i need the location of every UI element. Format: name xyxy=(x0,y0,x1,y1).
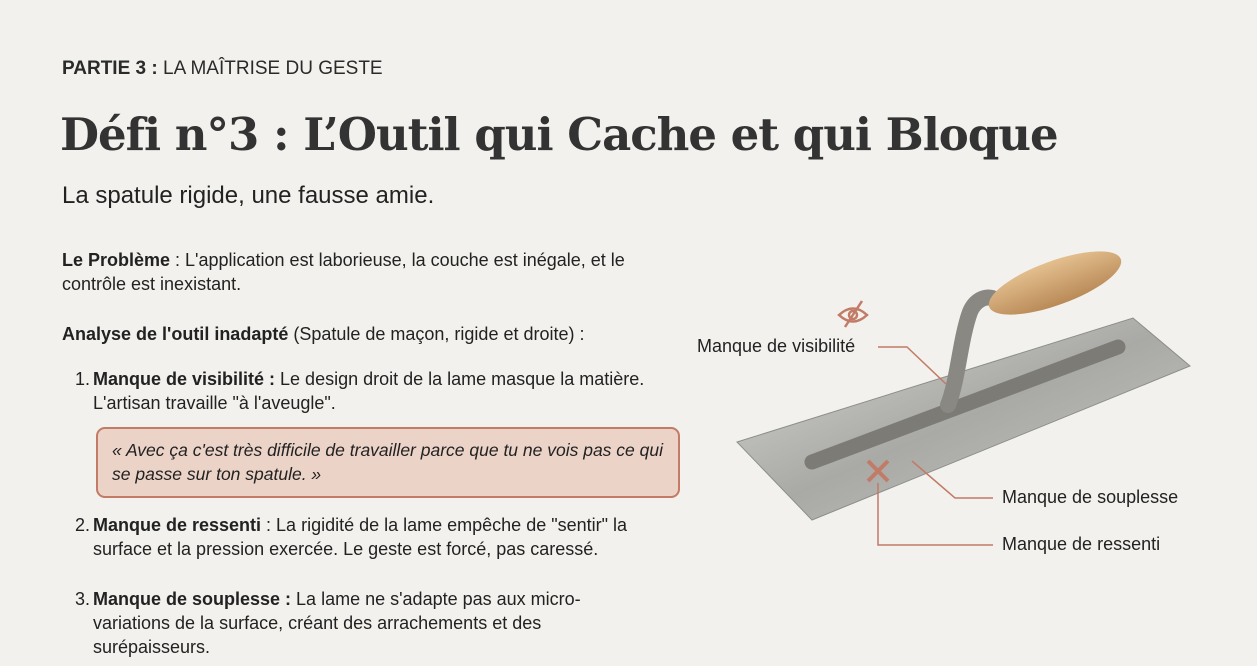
problem-label: Le Problème xyxy=(62,250,171,270)
item-title: Manque de visibilité : xyxy=(93,369,276,389)
page-title: Défi n°3 : L’Outil qui Cache et qui Bloque xyxy=(60,108,1058,161)
analysis-text: (Spatule de maçon, rigide et droite) : xyxy=(288,324,585,344)
label-feel: Manque de ressenti xyxy=(1002,534,1161,554)
problem-text: : L'application est laborieuse, la couche est inégale, et le contrôle est inexistant. xyxy=(62,250,625,294)
page-subtitle: La spatule rigide, une fausse amie. xyxy=(62,182,435,209)
label-flexibility: Manque de souplesse xyxy=(1002,487,1179,507)
item-number: 2. xyxy=(75,515,91,535)
item-number: 3. xyxy=(75,589,91,609)
item-title: Manque de ressenti xyxy=(93,515,262,535)
eye-slash-icon xyxy=(839,301,867,327)
analysis-label: Analyse de l'outil inadapté xyxy=(62,324,289,344)
item-text: : La rigidité de la lame empêche de "sentir" la surface et la pression exercée. Le geste est forcé, pas caressé. xyxy=(93,515,628,559)
section-label-bold: PARTIE 3 : xyxy=(62,58,158,79)
item-text: La lame ne s'adapte pas aux micro-variations de la surface, créant des arrachements et des surépaisseurs. xyxy=(93,589,581,657)
item-text: Le design droit de la lame masque la matière. L'artisan travaille "à l'aveugle". xyxy=(93,369,645,413)
item-title: Manque de souplesse : xyxy=(93,589,292,609)
label-visibility: Manque de visibilité xyxy=(697,336,856,356)
trowel-handle xyxy=(982,238,1129,327)
quote-box: « Avec ça c'est très difficile de travailler parce que tu ne vois pas ce qui se passe sur ton spatule. » xyxy=(96,427,680,498)
section-label-text: LA MAÎTRISE DU GESTE xyxy=(157,58,383,79)
item-number: 1. xyxy=(75,369,91,389)
